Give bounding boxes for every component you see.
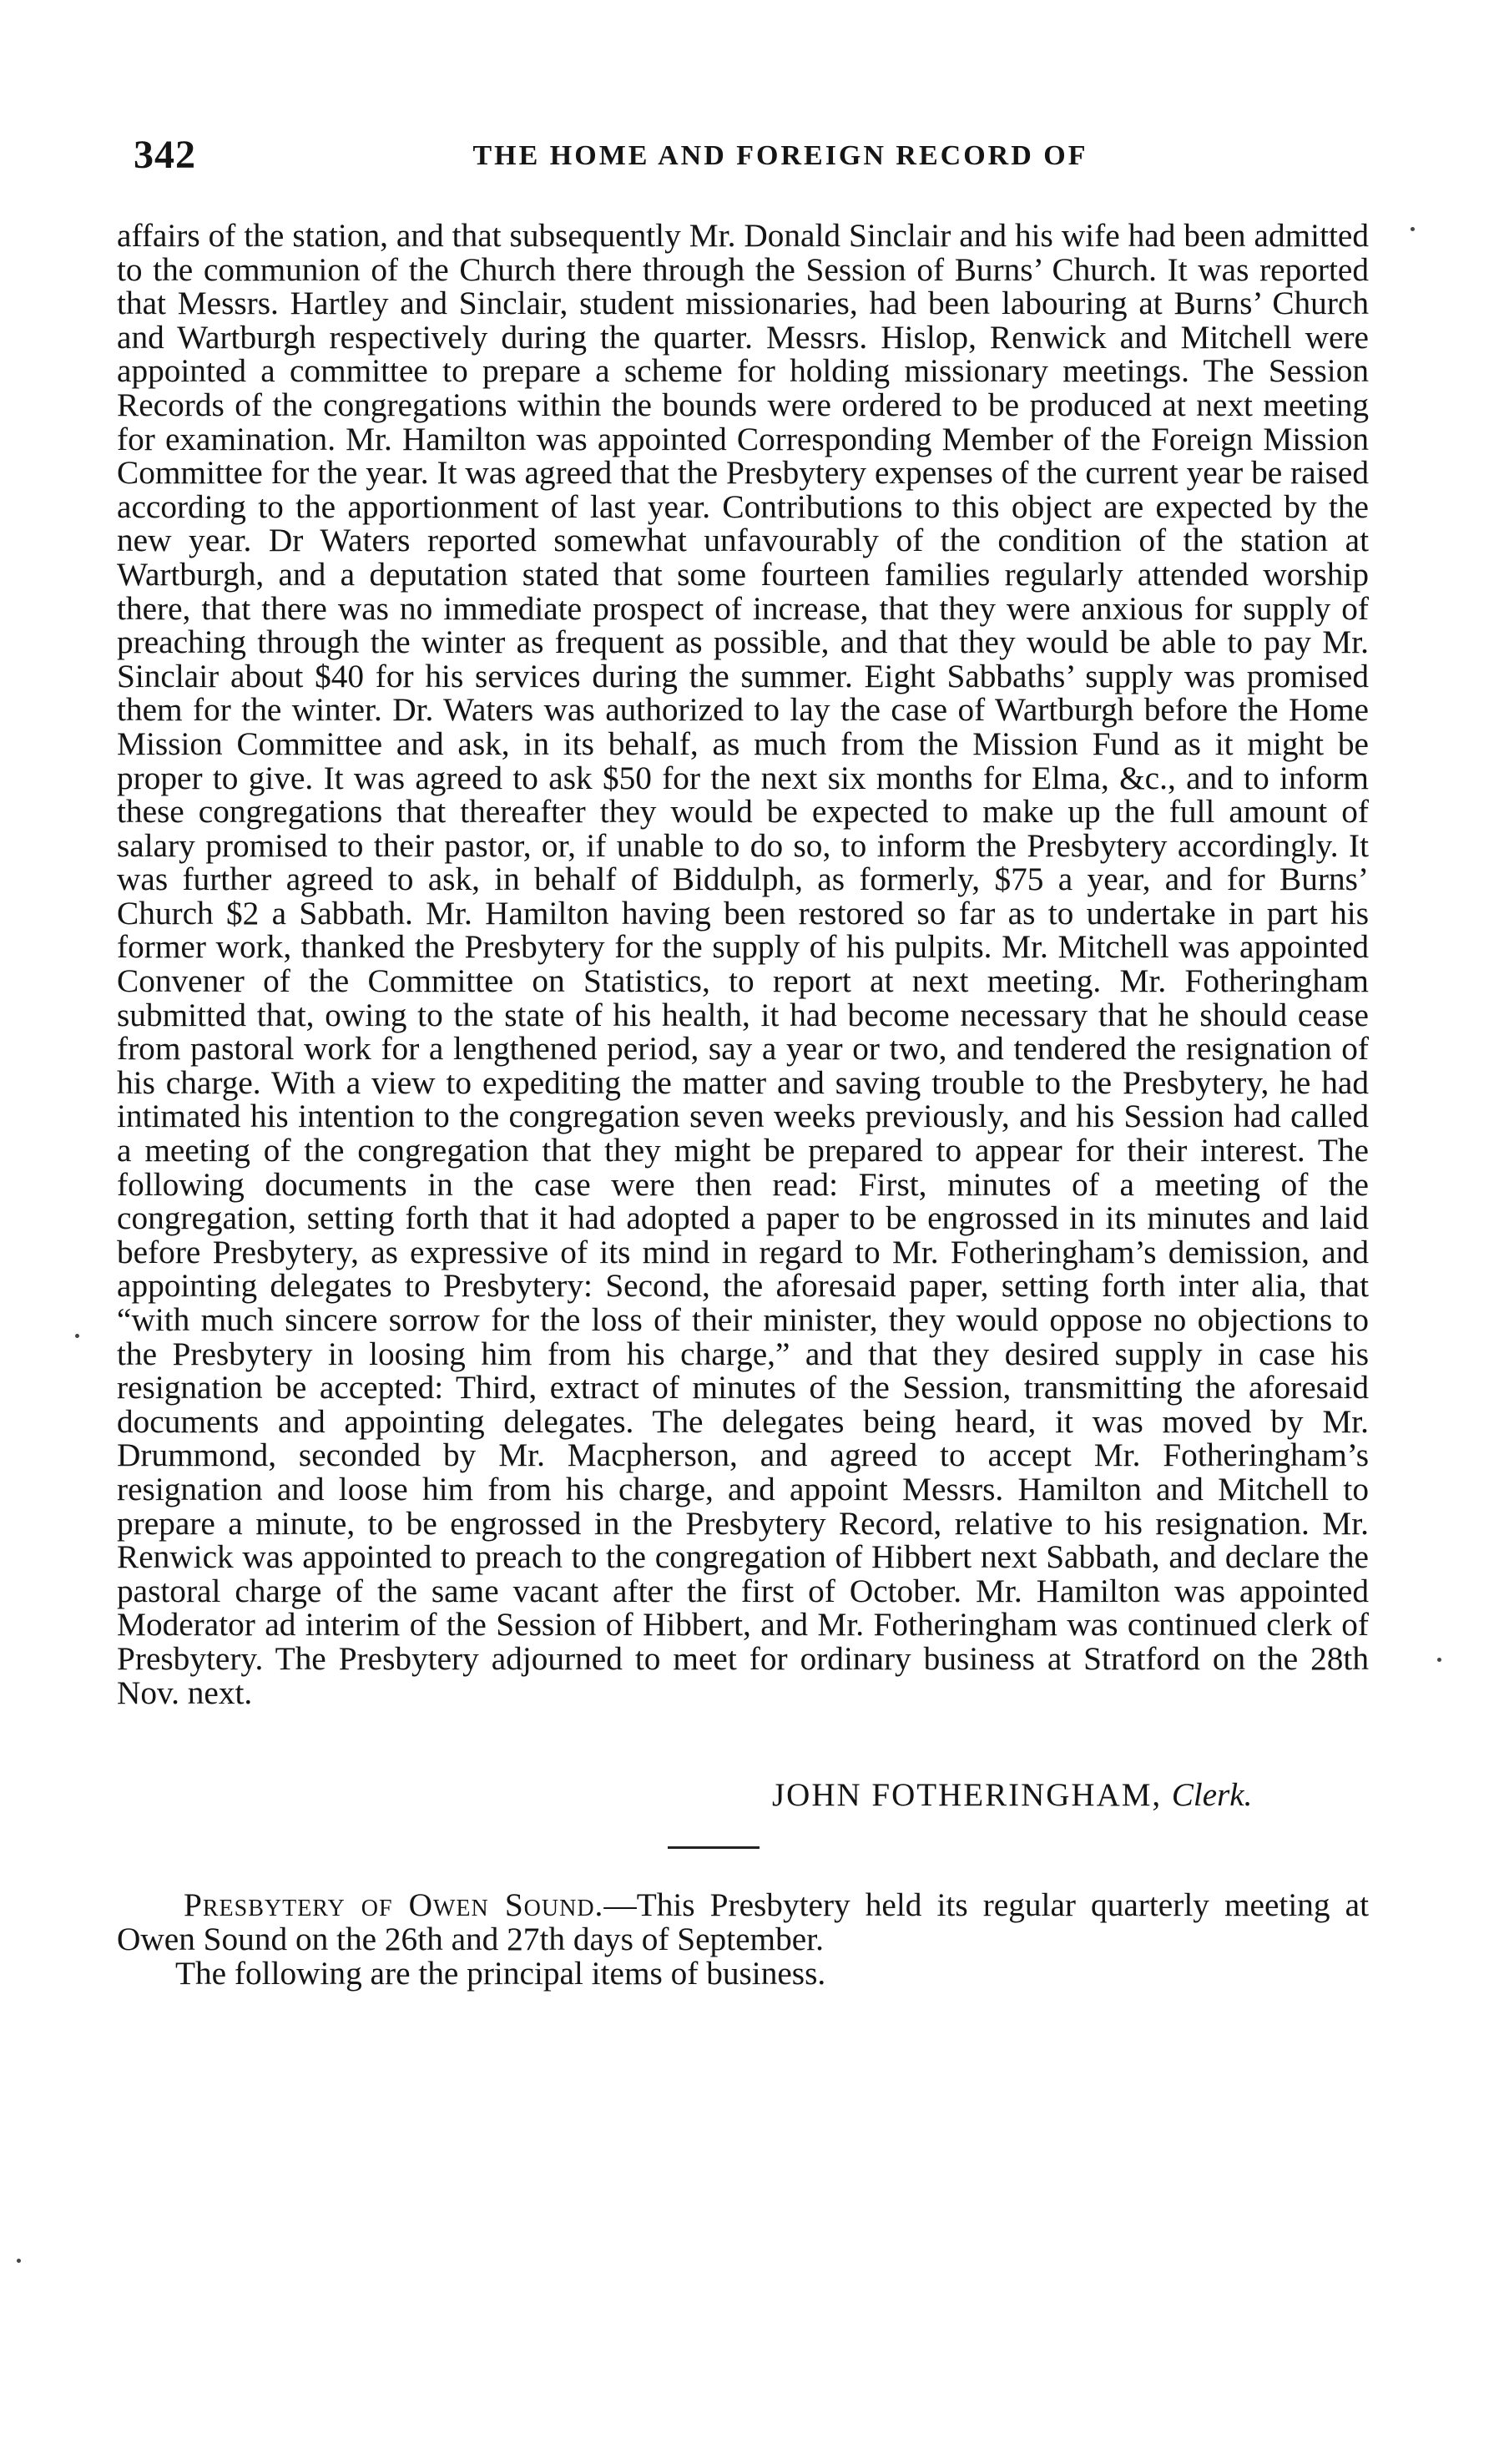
section-divider	[668, 1846, 760, 1849]
clerk-role: Clerk.	[1171, 1777, 1253, 1813]
owen-sound-section	[117, 1888, 1369, 1991]
owen-sound-paragraph	[117, 1888, 1369, 1957]
page-header	[117, 125, 1385, 184]
minutes-paragraph: affairs of the station, and that subsequently Mr. Donald Sinclair and his wife had been admitted to the communion of the Church there through the Session of Burns’ Church. It was reported that Messrs. Hartley and Sinclair, student missionaries, had been labouring at Burns’ Church and Wartburgh respectively during the quarter. Messrs. Hislop, Renwick and Mitchell were appointed a committee to prepare a scheme for holding missionary meetings. The Session Records of the congregations within the bounds were ordered to be produced at next meeting for examination. Mr. Hamilton was appointed Corresponding Member of the Foreign Mission Committee for the year. It was agreed that the Presbytery expenses of the current year be raised according to the apportionment of last year. Contributions to this object are expected by the new year. Dr Waters reported somewhat unfavourably of the condition of the station at Wartburgh, and a deputation stated that some fourteen families regularly attended worship there, that there was no immediate prospect of increase, that they were anxious for supply of preaching through the winter as frequent as possible, and that they would be able to pay Mr. Sinclair about $40 for his services during the summer. Eight Sabbaths’ supply was promised them for the winter. Dr. Waters was authorized to lay the case of Wartburgh before the Home Mission Committee and ask, in its behalf, as much from the Mission Fund as it might be proper to give. It was agreed to ask $50 for the next six months for Elma, &c., and to inform these congregations that thereafter they would be expected to make up the full amount of salary promised to their pastor, or, if unable to do so, to inform the Presbytery accordingly. It was further agreed to ask, in behalf of Biddulph, as formerly, $75 a year, and for Burns’ Church $2 a Sabbath. Mr. Hamilton having been restored so far as to undertake in part his former work, thanked the Presbytery for the supply of his pulpits. Mr. Mitchell was appointed Convener of the Committee on Statistics, to report at next meeting. Mr. Fotheringham submitted that, owing to the state of his health, it had become necessary that he should cease from pastoral work for a lengthened period, say a year or two, and tendered the resignation of his charge. With a view to expediting the matter and saving trouble to the Presbytery, he had intimated his intention to the congregation seven weeks previously, and his Session had called a meeting of the congregation that they might be prepared to appear for their interest. The following documents in the case were then read: First, minutes of a meeting of the congregation, setting forth that it had adopted a paper to be engrossed in its minutes and laid before Presbytery, as expressive of its mind in regard to Mr. Fotheringham’s demission, and appointing delegates to Presbytery: Second, the aforesaid paper, setting forth inter alia, that “with much sincere sorrow for the loss of their minister, they would oppose no objections to the Presbytery in loosing him from his charge,” and that they desired supply in case his resignation be accepted: Third, extract of minutes of the Session, transmitting the aforesaid documents and appointing delegates. The delegates being heard, it was moved by Mr. Drummond, seconded by Mr. Macpherson, and agreed to accept Mr. Fotheringham’s resignation and loose him from his charge, and appoint Messrs. Hamilton and Mitchell to prepare a minute, to be engrossed in the Presbytery Record, relative to his resignation. Mr. Renwick was appointed to preach to the congregation of Hibbert next Sabbath, and declare the pastoral charge of the same vacant after the first of October. Mr. Hamilton was appointed Moderator ad interim of the Session of Hibbert, and Mr. Fotheringham was continued clerk of Presbytery. The Presbytery adjourned to meet for ordinary business at Stratford on the 28th Nov. next.	[117, 217, 1369, 1711]
page-speck	[75, 1334, 79, 1338]
running-title: THE HOME AND FOREIGN RECORD OF	[472, 140, 1088, 171]
clerk-signature	[772, 1776, 1252, 1814]
owen-sound-heading: Presbytery of Owen Sound.	[184, 1886, 604, 1923]
clerk-name: JOHN FOTHERINGHAM,	[772, 1777, 1163, 1813]
page-number: 342	[134, 133, 196, 177]
page-speck	[1437, 1658, 1441, 1662]
presbytery-minutes-text	[117, 219, 1369, 1709]
owen-sound-following: The following are the principal items of business.	[175, 1955, 826, 1992]
page-speck	[1411, 227, 1415, 231]
page-speck	[17, 2259, 21, 2263]
owen-sound-text: —This Presbytery held its regular quarterly meeting at Owen Sound on the 26th and 27th days of September.	[117, 1886, 1369, 1957]
